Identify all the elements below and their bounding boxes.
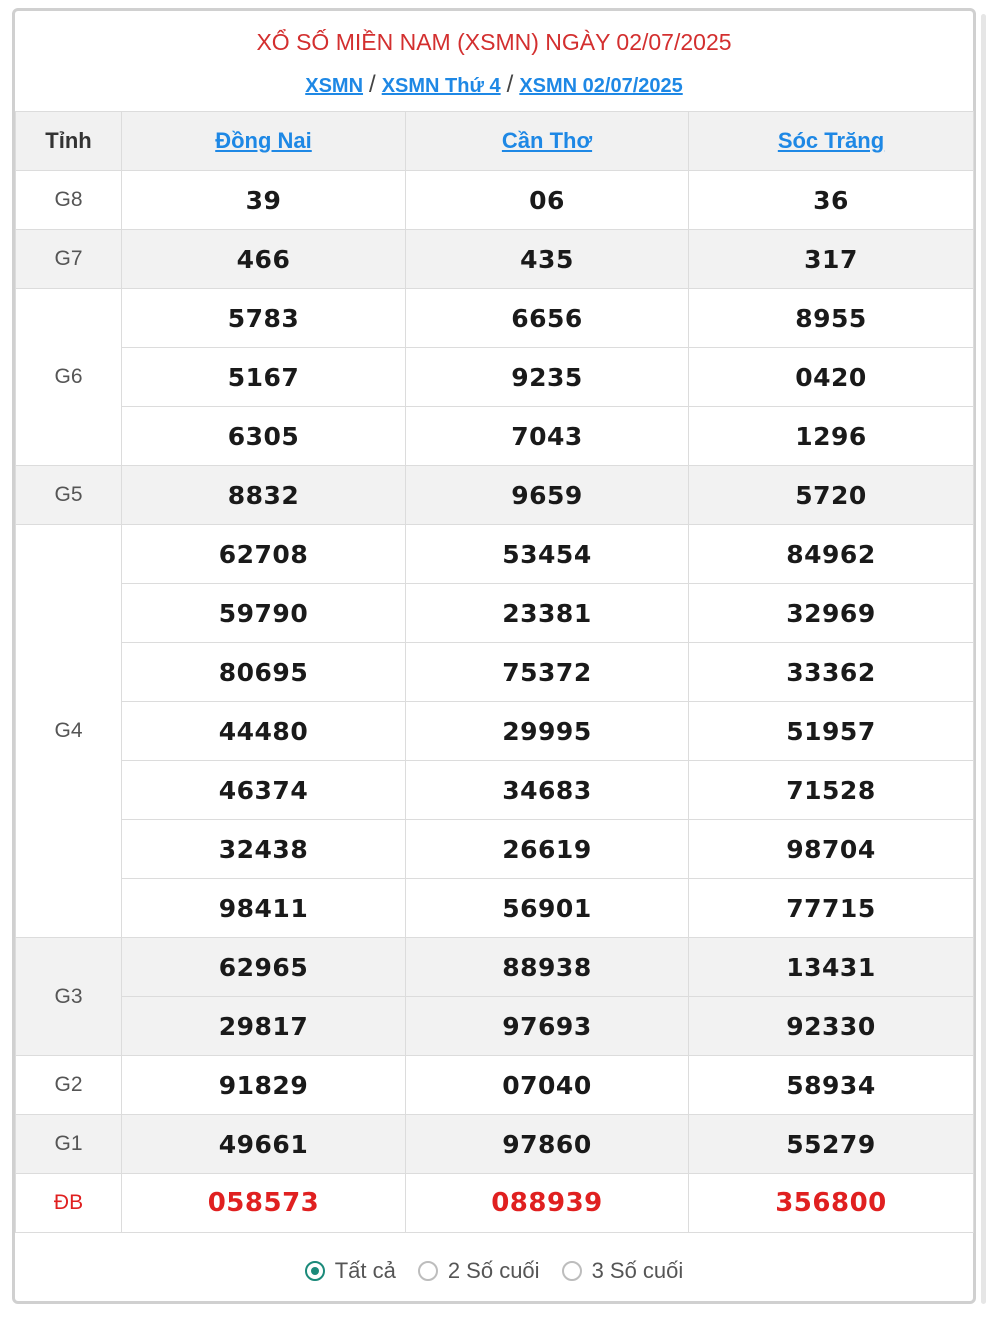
prize-row <box>16 466 974 525</box>
prize-number: 34683 <box>406 761 689 820</box>
prize-label: G8 <box>16 171 122 230</box>
scrollbar[interactable] <box>981 14 986 1304</box>
page-title: XỔ SỐ MIỀN NAM (XSMN) NGÀY 02/07/2025 <box>256 29 732 55</box>
prize-row <box>16 997 974 1056</box>
province-header <box>689 112 974 171</box>
prize-number: 6656 <box>406 289 689 348</box>
filter-option-label: 2 Số cuối <box>447 1258 540 1283</box>
filter-option-all[interactable] <box>305 1258 396 1284</box>
radio-icon[interactable] <box>562 1261 582 1281</box>
prize-number: 088939 <box>406 1174 689 1233</box>
prize-number: 92330 <box>689 997 974 1056</box>
prize-row <box>16 1056 974 1115</box>
prize-number: 46374 <box>122 761 406 820</box>
prize-number: 97860 <box>406 1115 689 1174</box>
breadcrumb-link-weekday[interactable]: XSMN Thứ 4 <box>381 75 501 97</box>
prize-number: 98704 <box>689 820 974 879</box>
filter-option-label: Tất cả <box>334 1258 396 1283</box>
filter-option-last-3[interactable] <box>562 1258 684 1284</box>
prize-number: 317 <box>689 230 974 289</box>
prize-row <box>16 761 974 820</box>
prize-number: 55279 <box>689 1115 974 1174</box>
prize-row <box>16 407 974 466</box>
prize-number: 29995 <box>406 702 689 761</box>
prize-number: 62965 <box>122 938 406 997</box>
prize-row <box>16 171 974 230</box>
breadcrumb <box>15 71 973 99</box>
prize-label: G7 <box>16 230 122 289</box>
prize-number: 5167 <box>122 348 406 407</box>
prize-row <box>16 348 974 407</box>
prize-number: 7043 <box>406 407 689 466</box>
province-link[interactable]: Đồng Nai <box>215 128 312 153</box>
prize-number: 77715 <box>689 879 974 938</box>
prize-label: G3 <box>16 938 122 1056</box>
prize-number: 13431 <box>689 938 974 997</box>
prize-row <box>16 584 974 643</box>
prize-row <box>16 702 974 761</box>
prize-number: 44480 <box>122 702 406 761</box>
prize-number: 56901 <box>406 879 689 938</box>
prize-number: 1296 <box>689 407 974 466</box>
prize-number: 32438 <box>122 820 406 879</box>
digit-filter <box>15 1241 973 1301</box>
table-header-row <box>16 112 974 171</box>
prize-number: 80695 <box>122 643 406 702</box>
prize-number: 91829 <box>122 1056 406 1115</box>
prize-number: 51957 <box>689 702 974 761</box>
prize-number: 39 <box>122 171 406 230</box>
prize-label: ĐB <box>16 1174 122 1233</box>
prize-number: 435 <box>406 230 689 289</box>
prize-number: 29817 <box>122 997 406 1056</box>
prize-number: 23381 <box>406 584 689 643</box>
prize-number: 33362 <box>689 643 974 702</box>
prize-label: G5 <box>16 466 122 525</box>
province-header <box>406 112 689 171</box>
prize-label: G6 <box>16 289 122 466</box>
prize-number: 58934 <box>689 1056 974 1115</box>
prize-number: 8955 <box>689 289 974 348</box>
prize-number: 5783 <box>122 289 406 348</box>
province-header <box>122 112 406 171</box>
prize-number: 9235 <box>406 348 689 407</box>
prize-number: 8832 <box>122 466 406 525</box>
prize-number: 32969 <box>689 584 974 643</box>
prize-row <box>16 525 974 584</box>
breadcrumb-separator: / <box>506 71 514 98</box>
prize-number: 75372 <box>406 643 689 702</box>
prize-number: 466 <box>122 230 406 289</box>
prize-number: 6305 <box>122 407 406 466</box>
results-table <box>15 111 974 1233</box>
radio-icon[interactable] <box>418 1261 438 1281</box>
prize-row <box>16 879 974 938</box>
breadcrumb-link-xsmn[interactable]: XSMN <box>305 75 364 97</box>
prize-row <box>16 643 974 702</box>
prize-number: 84962 <box>689 525 974 584</box>
prize-row <box>16 820 974 879</box>
radio-selected-icon[interactable] <box>305 1261 325 1281</box>
prize-number: 36 <box>689 171 974 230</box>
prize-row <box>16 1115 974 1174</box>
prize-row <box>16 230 974 289</box>
prize-label: G1 <box>16 1115 122 1174</box>
prize-number: 88938 <box>406 938 689 997</box>
prize-number: 97693 <box>406 997 689 1056</box>
filter-option-last-2[interactable] <box>418 1258 540 1284</box>
prize-number: 26619 <box>406 820 689 879</box>
prize-row <box>16 938 974 997</box>
prize-row <box>16 1174 974 1233</box>
prize-number: 53454 <box>406 525 689 584</box>
prize-number: 62708 <box>122 525 406 584</box>
prize-number: 71528 <box>689 761 974 820</box>
province-link[interactable]: Cần Thơ <box>501 128 593 153</box>
prize-number: 356800 <box>689 1174 974 1233</box>
prize-number: 5720 <box>689 466 974 525</box>
prize-number: 59790 <box>122 584 406 643</box>
prize-number: 49661 <box>122 1115 406 1174</box>
prize-number: 058573 <box>122 1174 406 1233</box>
breadcrumb-link-date[interactable]: XSMN 02/07/2025 <box>519 75 683 97</box>
prize-label: G2 <box>16 1056 122 1115</box>
prize-row <box>16 289 974 348</box>
prize-number: 06 <box>406 171 689 230</box>
results-card <box>12 8 976 1304</box>
prize-label: G4 <box>16 525 122 938</box>
prize-number: 07040 <box>406 1056 689 1115</box>
breadcrumb-separator: / <box>369 71 376 98</box>
province-column-header: Tỉnh <box>16 112 122 171</box>
filter-option-label: 3 Số cuối <box>591 1258 684 1283</box>
prize-number: 0420 <box>689 348 974 407</box>
province-link[interactable]: Sóc Trăng <box>777 128 885 153</box>
prize-number: 9659 <box>406 466 689 525</box>
prize-number: 98411 <box>122 879 406 938</box>
prize-table-body <box>16 171 974 1233</box>
